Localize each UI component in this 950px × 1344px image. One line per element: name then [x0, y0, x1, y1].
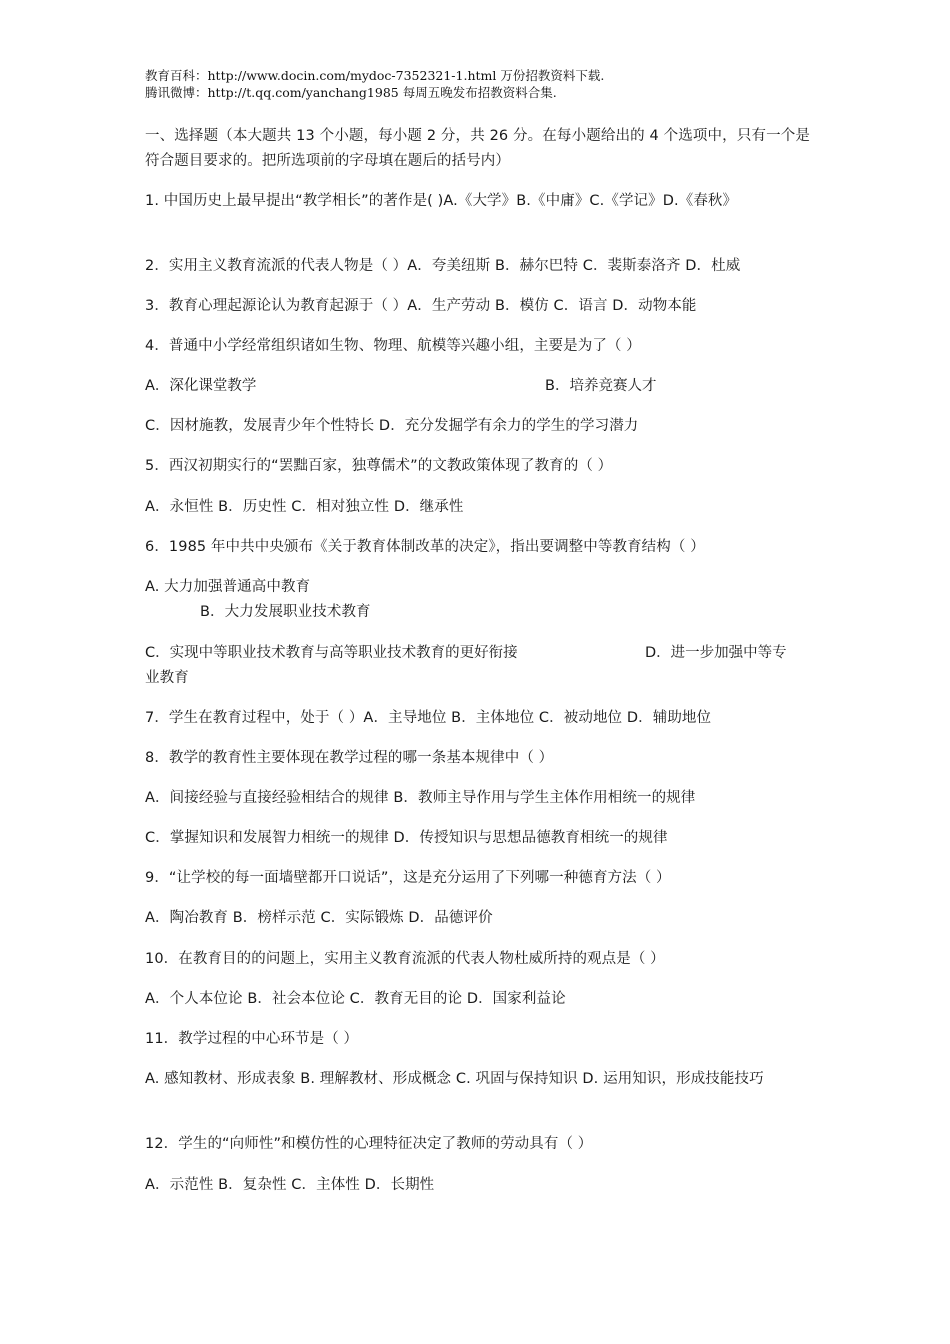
- question-8-options-ab: A．间接经验与直接经验相结合的规律 B．教师主导作用与学生主体作用相统一的规律: [145, 790, 696, 806]
- question-9: 9．“让学校的每一面墙壁都开口说话”，这是充分运用了下列哪一种德育方法（ ）: [145, 870, 671, 886]
- option-d: D．进一步加强中等专: [645, 645, 787, 661]
- question-1: 1. 中国历史上最早提出“教学相长”的著作是( )A.《大学》B.《中庸》C.《学记》D.《春秋》: [145, 193, 738, 209]
- question-10: 10．在教育目的的问题上，实用主义教育流派的代表人物杜威所持的观点是（ ）: [145, 951, 665, 967]
- question-8-options-cd: C．掌握知识和发展智力相统一的规律 D．传授知识与思想品德教育相统一的规律: [145, 830, 668, 846]
- question-12: 12．学生的“向师性”和模仿性的心理特征决定了教师的劳动具有（ ）: [145, 1136, 593, 1152]
- page-header: [145, 67, 810, 101]
- question-12-options: A．示范性 B．复杂性 C．主体性 D．长期性: [145, 1177, 435, 1193]
- question-6: 6．1985 年中共中央颁布《关于教育体制改革的决定》，指出要调整中等教育结构（ ）: [145, 539, 705, 555]
- header-line-docin: 教育百科：http://www.docin.com/mydoc-7352321-1.html 万份招教资料下载.: [145, 68, 605, 83]
- question-6-option-b: B．大力发展职业技术教育: [200, 604, 371, 620]
- option-c: C．实现中等职业技术教育与高等职业技术教育的更好衔接: [145, 645, 518, 661]
- question-9-options: A．陶冶教育 B．榜样示范 C．实际锻炼 D．品德评价: [145, 910, 493, 926]
- option-b: B．培养竞赛人才: [545, 378, 657, 394]
- question-4: 4．普通中小学经常组织诸如生物、物理、航模等兴趣小组，主要是为了（ ）: [145, 338, 641, 354]
- question-6-option-d-continued: 业教育: [145, 670, 189, 686]
- question-11: 11．教学过程的中心环节是（ ）: [145, 1031, 359, 1047]
- question-4-options-cd: C．因材施教，发展青少年个性特长 D．充分发掘学有余力的学生的学习潜力: [145, 418, 639, 434]
- question-11-options: A. 感知教材、形成表象 B. 理解教材、形成概念 C. 巩固与保持知识 D. 运用知识，形成技能技巧: [145, 1071, 764, 1087]
- question-10-options: A．个人本位论 B．社会本位论 C．教育无目的论 D．国家利益论: [145, 991, 566, 1007]
- question-6-option-a: A. 大力加强普通高中教育: [145, 579, 311, 595]
- question-5-options: A．永恒性 B．历史性 C．相对独立性 D．继承性: [145, 499, 464, 515]
- header-line-weibo: 腾讯微博：http://t.qq.com/yanchang1985 每周五晚发布招教资料合集.: [145, 85, 557, 100]
- question-7: 7．学生在教育过程中，处于（ ）A．主导地位 B．主体地位 C．被动地位 D．辅助地位: [145, 710, 712, 726]
- question-5: 5．西汉初期实行的“罢黜百家，独尊儒术”的文教政策体现了教育的（ ）: [145, 458, 613, 474]
- option-a: A．深化课堂教学: [145, 378, 257, 394]
- question-3: 3．教育心理起源论认为教育起源于（ ）A．生产劳动 B．模仿 C．语言 D．动物本能: [145, 298, 697, 314]
- question-8: 8．教学的教育性主要体现在教学过程的哪一条基本规律中（ ）: [145, 750, 554, 766]
- section-intro: 一、选择题（本大题共 13 个小题，每小题 2 分，共 26 分。在每小题给出的 4 个选项中，只有一个是符合题目要求的。把所选项前的字母填在题后的括号内）: [145, 128, 810, 169]
- question-2: 2．实用主义教育流派的代表人物是（ ）A．夸美纽斯 B．赫尔巴特 C．裴斯泰洛齐 D．杜威: [145, 258, 741, 274]
